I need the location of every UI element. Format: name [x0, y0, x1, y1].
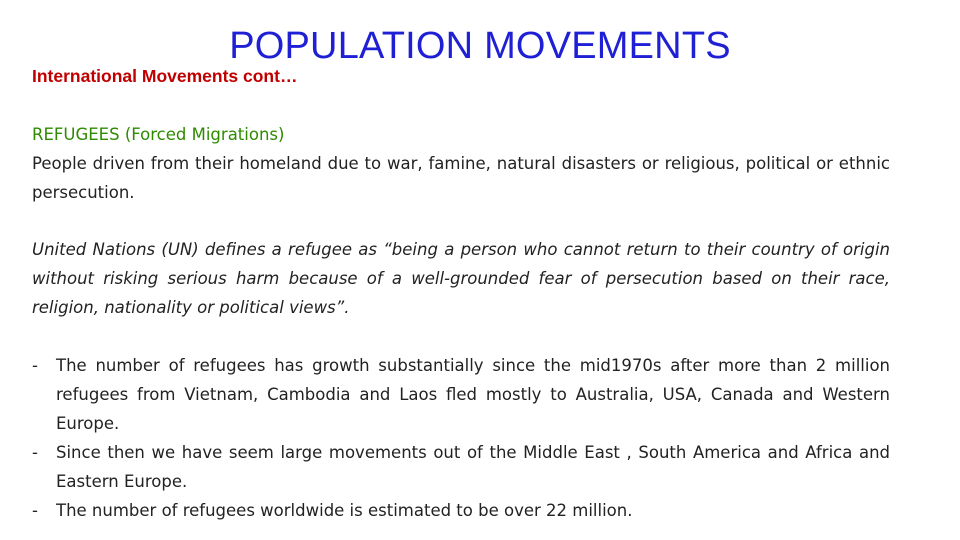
bullet-item	[32, 496, 890, 525]
refugees-definition: People driven from their homeland due to war, famine, natural disasters or religious, political or ethnic persecution.	[32, 154, 890, 202]
slide-subtitle: International Movements cont…	[32, 66, 298, 86]
bullet-text: The number of refugees has growth substantially since the mid1970s after more than 2 million refugees from Vietnam, Cambodia and Laos fled mostly to Australia, USA, Canada and Western Europe.	[56, 356, 890, 433]
bullet-marker: -	[32, 501, 38, 520]
bullet-marker: -	[32, 356, 38, 375]
bullet-text: Since then we have seem large movements out of the Middle East , South America and Africa and Eastern Europe.	[56, 443, 890, 491]
bullet-item	[32, 351, 890, 438]
un-definition: United Nations (UN) defines a refugee as “being a person who cannot return to their country of origin without risking serious harm because of a well-grounded fear of persecution based on their race, religion, nationality or political views”.	[32, 240, 890, 317]
bullet-item	[32, 438, 890, 496]
bullet-list	[32, 351, 890, 525]
slide-title: POPULATION MOVEMENTS	[229, 25, 731, 67]
bullet-marker: -	[32, 443, 38, 462]
refugees-section	[32, 120, 890, 207]
refugees-heading: REFUGEES (Forced Migrations)	[32, 125, 285, 144]
bullet-text: The number of refugees worldwide is estimated to be over 22 million.	[56, 501, 633, 520]
